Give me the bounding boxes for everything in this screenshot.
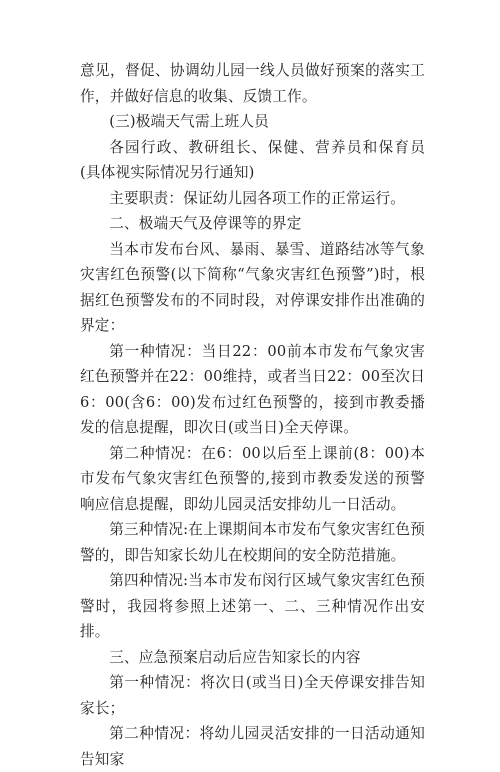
paragraph-notify-case-one: 第一种情况：将次日(或当日)全天停课安排告知家长；	[80, 674, 425, 717]
paragraph-case-three: 第三种情况:在上课期间本市发布气象灾害红色预警的，即告知家长幼儿在校期间的安全防范措施。	[80, 521, 425, 564]
section-heading-notify-parents: 三、应急预案启动后应告知家长的内容	[109, 648, 361, 666]
paragraph-continuation: 意见，督促、协调幼儿园一线人员做好预案的落实工作，并做好信息的收集、反馈工作。	[80, 62, 425, 105]
section-heading-extreme-weather-staff: (三)极端天气需上班人员	[109, 113, 269, 130]
paragraph-case-four: 第四种情况:当本市发布闵行区域气象灾害红色预警时，我园将参照上述第一、二、三种情况作出安排。	[80, 572, 425, 640]
section-heading-definition: 二、极端天气及停课等的界定	[109, 215, 302, 232]
paragraph-staff-list: 各园行政、教研组长、保健、营养员和保育员(具体视实际情况另行通知)	[80, 138, 425, 181]
paragraph-warning-definition: 当本市发布台风、暴雨、暴雪、道路结冰等气象灾害红色预警(以下简称“气象灾害红色预警”)时，根据红色预警发布的不同时段，对停课安排作出准确的界定：	[80, 240, 425, 334]
paragraph-notify-case-two: 第二种情况：将幼儿园灵活安排的一日活动通知告知家	[80, 725, 425, 768]
document-body	[80, 58, 425, 772]
paragraph-case-one: 第一种情况：当日22：00前本市发布气象灾害红色预警并在22：00维持，或者当日22：00至次日6：00(含6：00)发布过红色预警的，接到市教委播发的信息提醒，即次日(或当日)全天停课。	[80, 342, 425, 436]
paragraph-main-duty: 主要职责：保证幼儿园各项工作的正常运行。	[109, 189, 406, 207]
paragraph-case-two: 第二种情况：在6：00以后至上课前(8：00)本市发布气象灾害红色预警的,接到市教委发送的预警响应信息提醒，即幼儿园灵活安排幼儿一日活动。	[80, 444, 425, 513]
